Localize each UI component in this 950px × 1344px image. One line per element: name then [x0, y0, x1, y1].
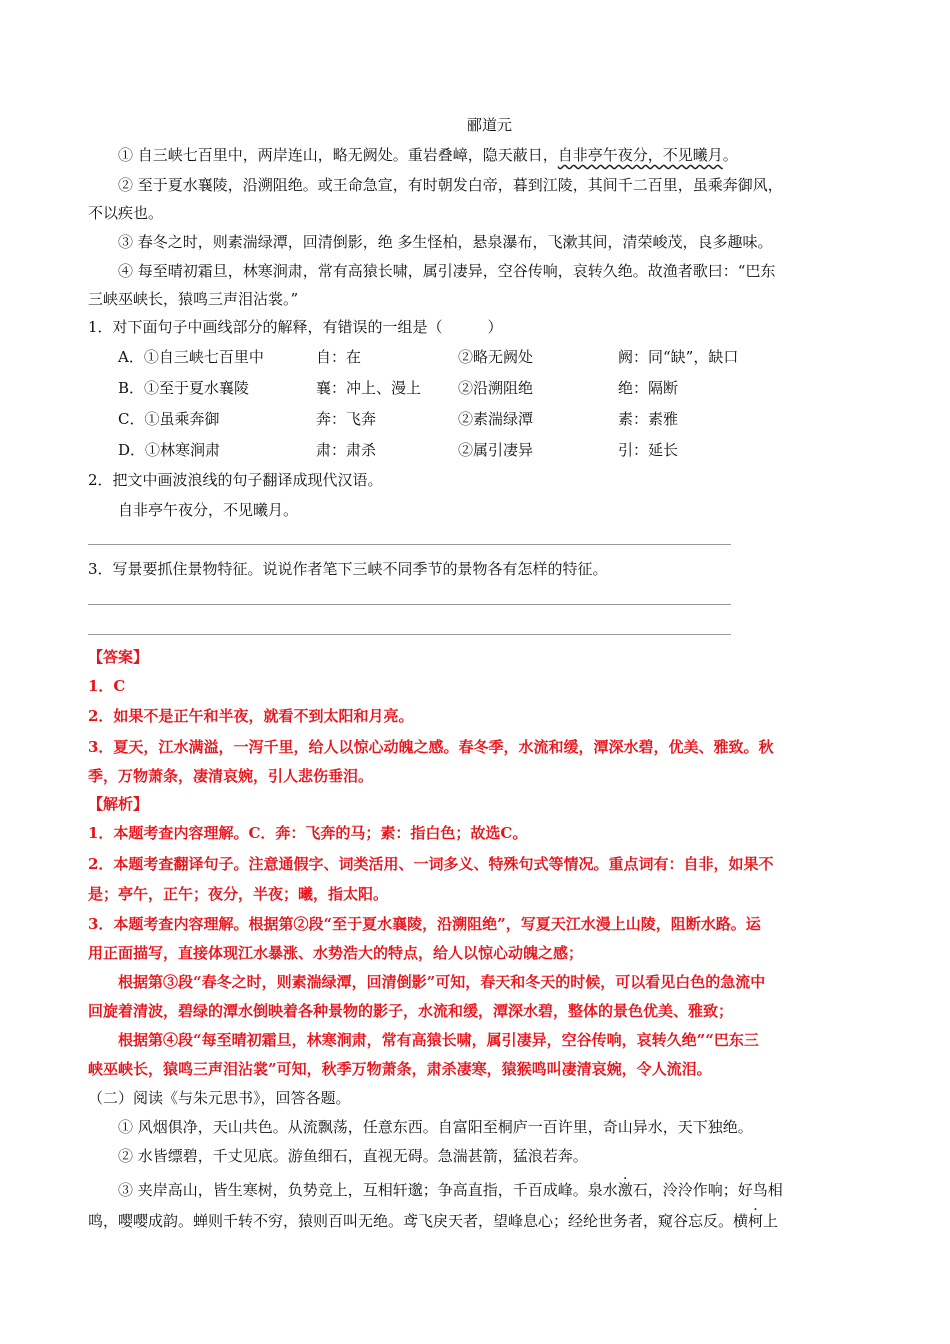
- analysis-heading: 【解析】: [88, 795, 149, 813]
- passage1-paragraph-4-line2: 三峡巫峡长，猿鸣三声泪沾裳。”: [88, 290, 299, 308]
- wavy-underlined-sentence: 自非亭午夜分，不见曦月: [557, 146, 723, 164]
- document-page: 郦道元 ① 自三峡七百里中，两岸连山，略无阙处。重岩叠嶂，隐天蔽日，自非亭午夜分，不见曦月。 ② 至于夏水襄陵，沿溯阻绝。或王命急宣，有时朝发白帝，暮到江陵，其间千二百里，虽乘奔御风， 不以疾也。 ③ 春冬之时，则素湍绿潭，回清倒影，绝 多生怪柏，悬泉瀑布，飞漱其间，清荣峻茂，良多趣味。 ④ 每至晴初霜旦，林寒涧肃，常有高猿长啸，属引凄异，空谷传响，哀转久绝。故渔者歌曰：“巴东 三峡巫峡长，猿鸣三声泪沾裳。” 1．对下面句子中画线部分的解释，有错误的一组是（ ） A．①自三峡七百里中 自：在 ②略无阙处 阙：同“缺”，缺口 B．①至于夏水襄陵 襄：冲上、漫上 ②沿溯阻绝 绝：隔断 C．①虽乘奔御 奔：飞奔 ②素湍绿潭 素：素雅 D．①林寒涧肃 肃：肃杀 ②属引凄异 引：延长 2．把文中画波浪线的句子翻译成现代汉语。 自非亭午夜分，不见曦月。 3．写景要抓住景物特征。说说作者笔下三峡不同季节的景物各有怎样的特征。 【答案】 1．C 2．如果不是正午和半夜，就看不到太阳和月亮。 3．夏天，江水满溢，一泻千里，给人以惊心动魄之感。春冬季，水流和缓，潭深水碧，优美、雅致。秋 季，万物萧条，凄清哀婉，引人悲伤垂泪。 【解析】 1．本题考查内容理解。C．奔：飞奔的马；素：指白色；故选C。 2．本题考查翻译句子。注意通假字、词类活用、一词多义、特殊句式等情况。重点词有：自非，如果不 是；亭午，正午；夜分，半夜；曦，指太阳。 3．本题考查内容理解。根据第②段“至于夏水襄陵，沿溯阻绝”，写夏天江水漫上山陵，阻断水路。运 用正面描写，直接体现江水暴涨、水势浩大的特点，给人以惊心动魄之感； 根据第③段“春冬之时，则素湍绿潭，回清倒影”可知，春天和冬天的时候，可以看见白色的急流中 回旋着清波，碧绿的潭水倒映着各种景物的影子，水流和缓，潭深水碧，整体的景色优美、雅致； 根据第④段“每至晴初霜旦，林寒涧肃，常有高猿长啸，属引凄异，空谷传响，哀转久绝”“巴东三 峡巫峡长，猿鸣三声泪沾裳”可知，秋季万物萧条，肃杀凄寒，猿猴鸣叫凄清哀婉，令人流泪。 （二）阅读《与朱元思书》，回答各题。 ① 风烟俱净，天山共色。从流飘荡，任意东西。自富阳至桐庐一百许里，奇山异水，天下独绝。 ② 水皆缥碧，千丈见底。游鱼细石，直视无碍。急湍甚箭，猛浪若奔。 ③ 夹岸高山，皆生寒树，负势竞上，互相轩邈；争高直指，千百成峰。泉水激石，泠泠作响；好鸟相 鸣，嘤嘤成韵。蝉则千转不穷，猿则百叫无绝。鸢飞戾天者，望峰息心；经纶世务者，窥谷忘反。横柯上: [88, 116, 783, 1230]
- passage2-paragraph-3-line1: ③ 夹岸高山，皆生寒树，负势竞上，互相轩邈；争高直指，千百成峰。泉水激石，泠泠作响；好鸟相: [118, 1181, 783, 1199]
- analysis-1: 1．本题考查内容理解。C．奔：飞奔的马；素：指白色；故选C。: [88, 824, 528, 842]
- emphasis-dot-char: 柯: [748, 1212, 764, 1230]
- passage1-paragraph-3: ③ 春冬之时，则素湍绿潭，回清倒影，绝 多生怪柏，悬泉瀑布，飞漱其间，清荣峻茂，良多趣味。: [118, 233, 773, 251]
- passage2-intro: （二）阅读《与朱元思书》，回答各题。: [88, 1089, 351, 1107]
- passage2-paragraph-1: ① 风烟俱净，天山共色。从流飘荡，任意东西。自富阳至桐庐一百许里，奇山异水，天下独绝。: [118, 1118, 753, 1136]
- answer-1: 1．C: [88, 677, 126, 695]
- analysis-3-line6: 峡巫峡长，猿鸣三声泪沾裳”可知，秋季万物萧条，肃杀凄寒，猿猴鸣叫凄清哀婉，令人流泪。: [88, 1060, 712, 1078]
- analysis-2-line1: 2．本题考查翻译句子。注意通假字、词类活用、一词多义、特殊句式等情况。重点词有：自非，如果不: [88, 855, 774, 873]
- question-2-sentence: 自非亭午夜分，不见曦月。: [118, 501, 299, 519]
- analysis-3-line4: 回旋着清波，碧绿的潭水倒映着各种景物的影子，水流和缓，潭深水碧，整体的景色优美、雅致；: [88, 1002, 734, 1020]
- passage1-paragraph-1: ① 自三峡七百里中，两岸连山，略无阙处。重岩叠嶂，隐天蔽日，自非亭午夜分，不见曦月。: [118, 146, 738, 164]
- analysis-3-line5: 根据第④段“每至晴初霜旦，林寒涧肃，常有高猿长啸，属引凄异，空谷传响，哀转久绝”“巴东三: [118, 1031, 759, 1049]
- analysis-2-line2: 是；亭午，正午；夜分，半夜；曦，指太阳。: [88, 885, 389, 903]
- answer-line: [88, 544, 731, 545]
- passage1-paragraph-4-line1: ④ 每至晴初霜旦，林寒涧肃，常有高猿长啸，属引凄异，空谷传响，哀转久绝。故渔者歌曰：“巴东: [118, 262, 776, 280]
- answer-heading: 【答案】: [88, 648, 149, 666]
- author: 郦道元: [467, 116, 513, 134]
- analysis-3-line2: 用正面描写，直接体现江水暴涨、水势浩大的特点，给人以惊心动魄之感；: [88, 944, 584, 962]
- analysis-3-line3: 根据第③段“春冬之时，则素湍绿潭，回清倒影”可知，春天和冬天的时候，可以看见白色的急流中: [118, 973, 766, 991]
- passage2-paragraph-3-line2: 鸣，嘤嘤成韵。蝉则千转不穷，猿则百叫无绝。鸢飞戾天者，望峰息心；经纶世务者，窥谷忘反。横柯上: [88, 1212, 779, 1230]
- emphasis-dot-char: 激: [617, 1181, 633, 1199]
- answer-line: [88, 604, 731, 605]
- analysis-3-line1: 3．本题考查内容理解。根据第②段“至于夏水襄陵，沿溯阻绝”，写夏天江水漫上山陵，阻断水路。运: [88, 915, 761, 933]
- passage2-paragraph-2: ② 水皆缥碧，千丈见底。游鱼细石，直视无碍。急湍甚箭，猛浪若奔。: [118, 1147, 588, 1165]
- question-1: 1．对下面句子中画线部分的解释，有错误的一组是（ ）: [88, 318, 503, 336]
- answer-3-line2: 季，万物萧条，凄清哀婉，引人悲伤垂泪。: [88, 767, 374, 785]
- answer-3-line1: 3．夏天，江水满溢，一泻千里，给人以惊心动魄之感。春冬季，水流和缓，潭深水碧，优美、雅致。秋: [88, 738, 774, 756]
- passage1-paragraph-2-line2: 不以疾也。: [88, 204, 164, 222]
- question-3: 3．写景要抓住景物特征。说说作者笔下三峡不同季节的景物各有怎样的特征。: [88, 560, 608, 578]
- passage1-paragraph-2-line1: ② 至于夏水襄陵，沿溯阻绝。或王命急宣，有时朝发白帝，暮到江陵，其间千二百里，虽乘奔御风，: [118, 176, 783, 194]
- question-2: 2．把文中画波浪线的句子翻译成现代汉语。: [88, 471, 383, 489]
- answer-2: 2．如果不是正午和半夜，就看不到太阳和月亮。: [88, 707, 414, 725]
- answer-line: [88, 634, 731, 635]
